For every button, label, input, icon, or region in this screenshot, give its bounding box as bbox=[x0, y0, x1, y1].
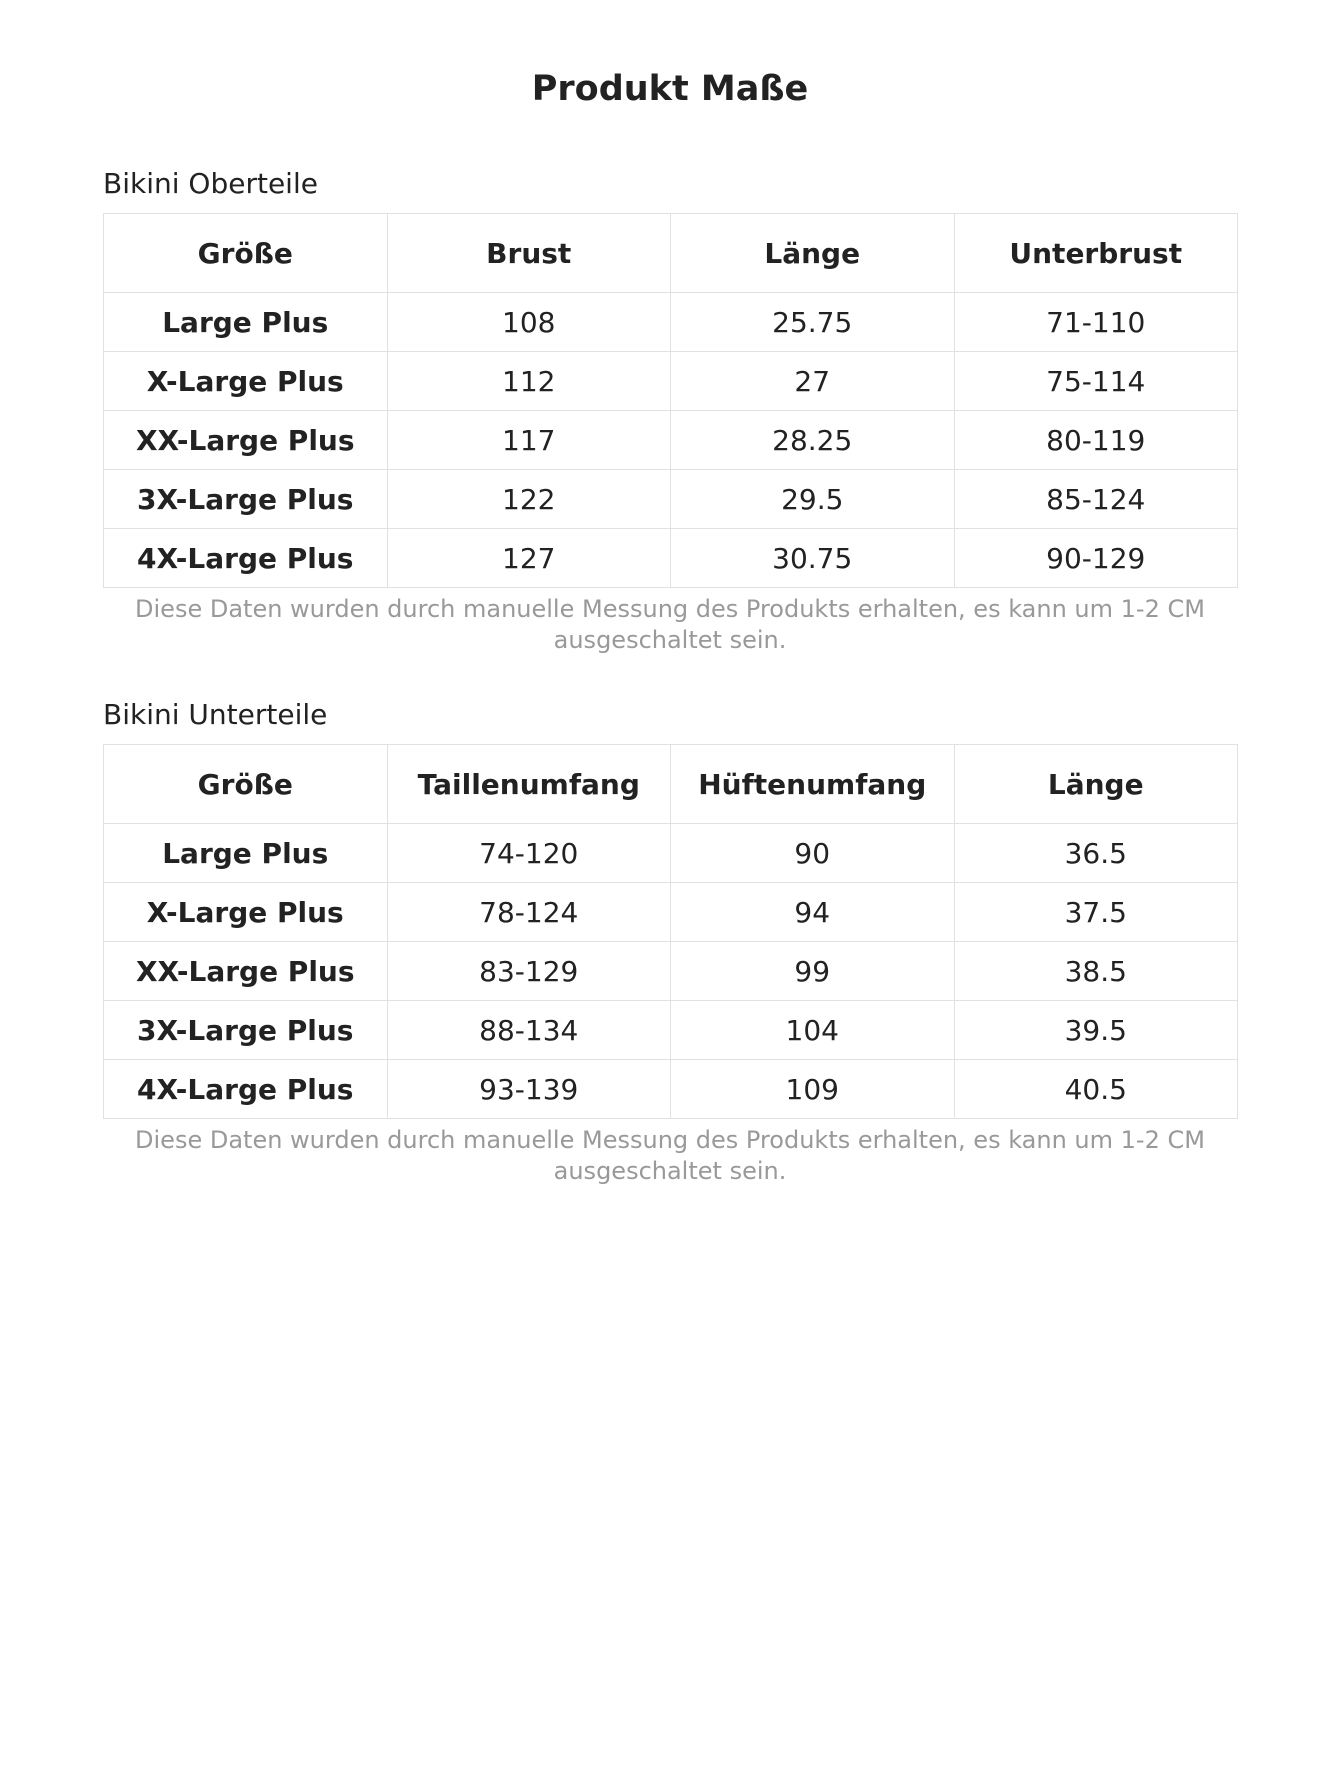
table-cell: 38.5 bbox=[954, 942, 1238, 1001]
table-row bbox=[104, 883, 1238, 942]
table-row bbox=[104, 293, 1238, 352]
table-cell: 93-139 bbox=[387, 1060, 671, 1119]
table-row bbox=[104, 352, 1238, 411]
size-cell: 3X-Large Plus bbox=[104, 1001, 388, 1060]
table-row bbox=[104, 1001, 1238, 1060]
table-cell: 39.5 bbox=[954, 1001, 1238, 1060]
table-cell: 36.5 bbox=[954, 824, 1238, 883]
size-cell: 4X-Large Plus bbox=[104, 1060, 388, 1119]
section-title: Bikini Oberteile bbox=[103, 167, 318, 200]
table-cell: 85-124 bbox=[954, 470, 1238, 529]
size-section-tops bbox=[103, 162, 1238, 656]
table-cell: 108 bbox=[387, 293, 671, 352]
column-header: Größe bbox=[104, 745, 388, 824]
table-cell: 83-129 bbox=[387, 942, 671, 1001]
column-header: Unterbrust bbox=[954, 214, 1238, 293]
column-header: Länge bbox=[671, 214, 955, 293]
table-cell: 90 bbox=[671, 824, 955, 883]
table-row bbox=[104, 942, 1238, 1001]
table-cell: 109 bbox=[671, 1060, 955, 1119]
table-cell: 112 bbox=[387, 352, 671, 411]
table-cell: 90-129 bbox=[954, 529, 1238, 588]
size-cell: XX-Large Plus bbox=[104, 411, 388, 470]
table-cell: 104 bbox=[671, 1001, 955, 1060]
measurement-note: Diese Daten wurden durch manuelle Messung des Produkts erhalten, es kann um 1-2 CM ausgeschaltet sein. bbox=[135, 595, 1205, 654]
table-cell: 75-114 bbox=[954, 352, 1238, 411]
size-cell: 3X-Large Plus bbox=[104, 470, 388, 529]
size-cell: Large Plus bbox=[104, 293, 388, 352]
size-cell: X-Large Plus bbox=[104, 883, 388, 942]
table-cell: 94 bbox=[671, 883, 955, 942]
table-cell: 127 bbox=[387, 529, 671, 588]
size-cell: Large Plus bbox=[104, 824, 388, 883]
table-cell: 80-119 bbox=[954, 411, 1238, 470]
table-row bbox=[104, 1060, 1238, 1119]
table-cell: 88-134 bbox=[387, 1001, 671, 1060]
table-cell: 71-110 bbox=[954, 293, 1238, 352]
column-header: Länge bbox=[954, 745, 1238, 824]
page-title: Produkt Maße bbox=[531, 69, 809, 109]
table-cell: 37.5 bbox=[954, 883, 1238, 942]
table-cell: 78-124 bbox=[387, 883, 671, 942]
measurement-note: Diese Daten wurden durch manuelle Messung des Produkts erhalten, es kann um 1-2 CM ausgeschaltet sein. bbox=[135, 1126, 1205, 1185]
table-cell: 25.75 bbox=[671, 293, 955, 352]
table-header-row bbox=[104, 745, 1238, 824]
table-cell: 30.75 bbox=[671, 529, 955, 588]
table-cell: 122 bbox=[387, 470, 671, 529]
size-table-tops bbox=[103, 213, 1238, 588]
size-section-bottoms bbox=[103, 693, 1238, 1187]
table-cell: 117 bbox=[387, 411, 671, 470]
table-cell: 28.25 bbox=[671, 411, 955, 470]
column-header: Hüftenumfang bbox=[671, 745, 955, 824]
table-cell: 40.5 bbox=[954, 1060, 1238, 1119]
table-row bbox=[104, 824, 1238, 883]
column-header: Brust bbox=[387, 214, 671, 293]
table-header-row bbox=[104, 214, 1238, 293]
size-cell: XX-Large Plus bbox=[104, 942, 388, 1001]
column-header: Taillenumfang bbox=[387, 745, 671, 824]
table-cell: 29.5 bbox=[671, 470, 955, 529]
table-row bbox=[104, 411, 1238, 470]
size-cell: X-Large Plus bbox=[104, 352, 388, 411]
table-cell: 99 bbox=[671, 942, 955, 1001]
size-table-bottoms bbox=[103, 744, 1238, 1119]
table-cell: 74-120 bbox=[387, 824, 671, 883]
table-cell: 27 bbox=[671, 352, 955, 411]
section-title: Bikini Unterteile bbox=[103, 698, 328, 731]
column-header: Größe bbox=[104, 214, 388, 293]
size-cell: 4X-Large Plus bbox=[104, 529, 388, 588]
table-row bbox=[104, 470, 1238, 529]
table-row bbox=[104, 529, 1238, 588]
